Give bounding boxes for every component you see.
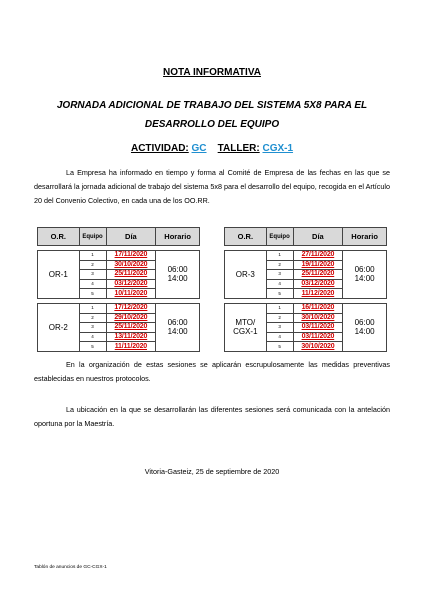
equipo-cell: 2 <box>79 260 106 270</box>
dia-cell: 19/11/2020 <box>293 260 343 270</box>
equipo-cell: 2 <box>266 313 293 323</box>
horario-end: 14:00 <box>354 327 375 337</box>
dia-cell: 29/10/2020 <box>106 313 156 323</box>
measures-paragraph: En la organización de estas sesiones se aplicarán escrupulosamente las medidas preventivas establecidas en nuestros protocolos. <box>34 360 390 383</box>
dia-cell: 03/12/2020 <box>106 279 156 289</box>
table-header-row <box>38 228 200 246</box>
equipo-cell: 3 <box>79 270 106 280</box>
horario-start: 06:00 <box>354 318 375 328</box>
workshop-label: TALLER: <box>217 143 260 154</box>
horario-end: 14:00 <box>354 274 375 284</box>
document-subtitle: JORNADA ADICIONAL DE TRABAJO DEL SISTEMA 5X8 PARA EL DESARROLLO DEL EQUIPO <box>56 100 368 130</box>
dia-cell: 25/11/2020 <box>293 270 343 280</box>
dia-cell: 13/11/2020 <box>106 332 156 342</box>
equipo-cell: 1 <box>79 251 106 261</box>
or-cell: OR-2 <box>38 303 80 351</box>
equipo-cell: 5 <box>79 289 106 299</box>
horario-cell <box>156 251 200 299</box>
dia-cell: 17/11/2020 <box>106 251 156 261</box>
header-horario: Horario <box>156 228 200 246</box>
table-row <box>38 251 200 261</box>
horario-cell <box>343 303 387 351</box>
document-title: NOTA INFORMATIVA <box>163 67 261 78</box>
horario-cell <box>156 303 200 351</box>
dia-cell: 16/11/2020 <box>293 303 343 313</box>
equipo-cell: 5 <box>266 342 293 352</box>
or-cell: OR-3 <box>225 251 267 299</box>
header-horario: Horario <box>343 228 387 246</box>
dia-cell: 03/12/2020 <box>293 279 343 289</box>
dia-cell: 11/11/2020 <box>106 342 156 352</box>
horario-cell <box>343 251 387 299</box>
schedule-table-left <box>37 227 200 352</box>
footer-note: Tablón de anuncios de GC-CGX-1 <box>34 565 107 570</box>
equipo-cell: 3 <box>266 270 293 280</box>
equipo-cell: 2 <box>266 260 293 270</box>
activity-label: ACTIVIDAD: <box>130 143 189 154</box>
header-equipo: Equipo <box>266 228 293 246</box>
header-dia: Día <box>106 228 156 246</box>
dia-cell: 17/12/2020 <box>106 303 156 313</box>
equipo-cell: 1 <box>79 303 106 313</box>
or-cell: OR-1 <box>38 251 80 299</box>
dia-cell: 27/11/2020 <box>293 251 343 261</box>
horario-start: 06:00 <box>167 318 188 328</box>
schedule-table-right <box>224 227 387 352</box>
table-row <box>225 303 387 313</box>
dia-cell: 03/11/2020 <box>293 332 343 342</box>
equipo-cell: 5 <box>79 342 106 352</box>
equipo-cell: 4 <box>79 279 106 289</box>
equipo-cell: 5 <box>266 289 293 299</box>
or-cell: MTO/ CGX-1 <box>225 303 267 351</box>
document-date: Vitoria-Gasteiz, 25 de septiembre de 2020 <box>144 467 280 476</box>
activity-value: GC <box>191 143 207 154</box>
dia-cell: 03/11/2020 <box>293 323 343 333</box>
header-or: O.R. <box>225 228 267 246</box>
dia-cell: 10/11/2020 <box>106 289 156 299</box>
table-row <box>225 251 387 261</box>
dia-cell: 30/10/2020 <box>293 313 343 323</box>
equipo-cell: 1 <box>266 251 293 261</box>
header-or: O.R. <box>38 228 80 246</box>
horario-end: 14:00 <box>167 327 188 337</box>
horario-start: 06:00 <box>167 265 188 275</box>
header-dia: Día <box>293 228 343 246</box>
equipo-cell: 4 <box>266 279 293 289</box>
horario-end: 14:00 <box>167 274 188 284</box>
workshop-value: CGX-1 <box>262 143 294 154</box>
table-header-row <box>225 228 387 246</box>
equipo-cell: 3 <box>79 323 106 333</box>
dia-cell: 30/10/2020 <box>106 260 156 270</box>
equipo-cell: 2 <box>79 313 106 323</box>
table-row <box>38 303 200 313</box>
location-paragraph: La ubicación en la que se desarrollarán las diferentes sesiones será comunicada con la antelación oportuna por la Maestría. <box>34 405 390 428</box>
activity-line <box>0 143 424 154</box>
dia-cell: 30/10/2020 <box>293 342 343 352</box>
header-equipo: Equipo <box>79 228 106 246</box>
equipo-cell: 3 <box>266 323 293 333</box>
equipo-cell: 1 <box>266 303 293 313</box>
intro-paragraph: La Empresa ha informado en tiempo y forma al Comité de Empresa de las fechas en las que se desarrollará la jornada adicional de trabajo del sistema 5x8 para el desarrollo del equipo, recogida en el Artículo 20 del Convenio Colectivo, en cada una de los OO.RR. <box>34 168 390 205</box>
equipo-cell: 4 <box>266 332 293 342</box>
dia-cell: 25/11/2020 <box>106 270 156 280</box>
dia-cell: 25/11/2020 <box>106 323 156 333</box>
horario-start: 06:00 <box>354 265 375 275</box>
equipo-cell: 4 <box>79 332 106 342</box>
dia-cell: 11/12/2020 <box>293 289 343 299</box>
